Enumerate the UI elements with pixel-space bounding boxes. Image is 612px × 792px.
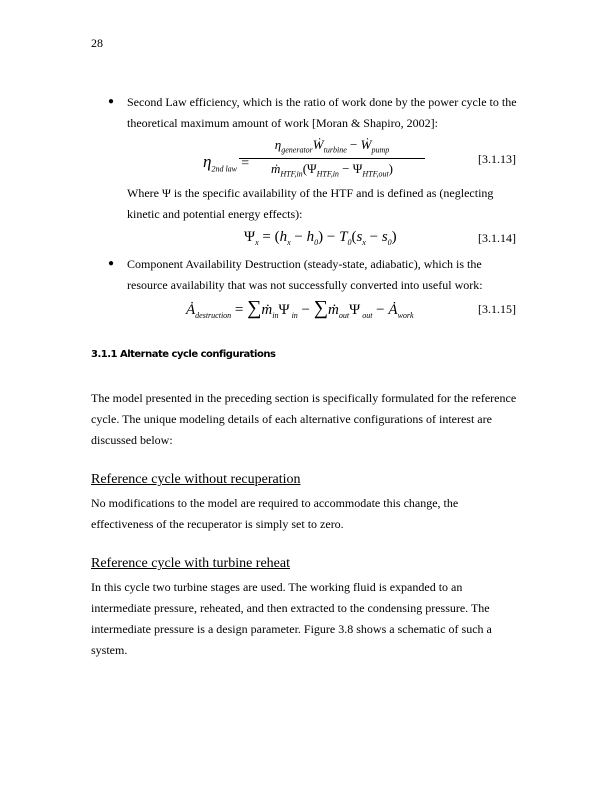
section-intro-paragraph — [91, 388, 531, 451]
equation-label: [3.1.15] — [478, 302, 516, 316]
equation-label: [3.1.14] — [478, 231, 516, 245]
text-line: The model presented in the preceding section is specifically formulated for the reference — [91, 391, 517, 405]
subheading-turbine-reheat: Reference cycle with turbine reheat — [91, 556, 291, 571]
text-line: kinetic and potential energy effects): — [127, 207, 303, 221]
text-line: theoretical maximum amount of work [Moran & Shapiro, 2002]: — [127, 116, 438, 130]
bullet-dot: ● — [108, 258, 115, 269]
text-line: resource availability that was not successfully converted into useful work: — [127, 278, 483, 292]
bullet-availability-destruction-text — [127, 254, 527, 296]
text-line: Where Ψ is the specific availability of the HTF and is defined as (neglecting — [127, 186, 494, 200]
text-line: intermediate pressure is a design parameter. Figure 3.8 shows a schematic of such a — [91, 622, 492, 636]
equation-second-law-efficiency: $\eta_{2nd law}$ = — [203, 152, 250, 174]
section-heading: 3.1.1 Alternate cycle configurations — [91, 349, 276, 360]
text-line: intermediate pressure, reheated, and then extracted to the condensing pressure. The — [91, 601, 490, 615]
text-line: In this cycle two turbine stages are used. The working fluid is expanded to an — [91, 580, 463, 594]
text-line: effectiveness of the recuperator is simply set to zero. — [91, 517, 344, 531]
page-number: 28 — [91, 36, 103, 50]
equation-availability-destruction: $Ȧ_{destruction}$ = $\sum ṁ_{in}\Psi$ $_{in} - \sum ṁ_{out}\Psi$ $_{out} - Ȧ_{work}$ — [186, 297, 414, 320]
text-line: discussed below: — [91, 433, 173, 447]
paragraph-turbine-reheat — [91, 577, 531, 661]
text-line: No modifications to the model are required to accommodate this change, the — [91, 496, 459, 510]
text-line: Second Law efficiency, which is the ratio of work done by the power cycle to the — [127, 95, 517, 109]
bullet-second-law-text — [127, 92, 527, 134]
equation-specific-availability: $\Psi_x = (h_x - h_0) - T_0(s_x - s_0)$ — [244, 229, 397, 247]
fraction-denominator: $ṁ_{HTF,in}(\Psi_{HTF,in} - \Psi_{HTF,out})$ — [270, 160, 394, 179]
fraction-numerator: $\eta_{generator}Ẇ_{turbine}$ − $Ẇ_{pump}$ — [274, 137, 390, 155]
text-line: Component Availability Destruction (steady-state, adiabatic), which is the — [127, 257, 482, 271]
equation-label: [3.1.13] — [478, 152, 516, 166]
text-line: cycle. The unique modeling details of each alternative configurations of interest are — [91, 412, 492, 426]
where-text — [127, 183, 527, 225]
subheading-no-recuperation: Reference cycle without recuperation — [91, 472, 301, 487]
bullet-dot: ● — [108, 96, 115, 107]
text-line: system. — [91, 643, 128, 657]
fraction-bar — [239, 158, 425, 159]
paragraph-no-recuperation — [91, 493, 531, 535]
equation-fraction — [232, 137, 432, 178]
